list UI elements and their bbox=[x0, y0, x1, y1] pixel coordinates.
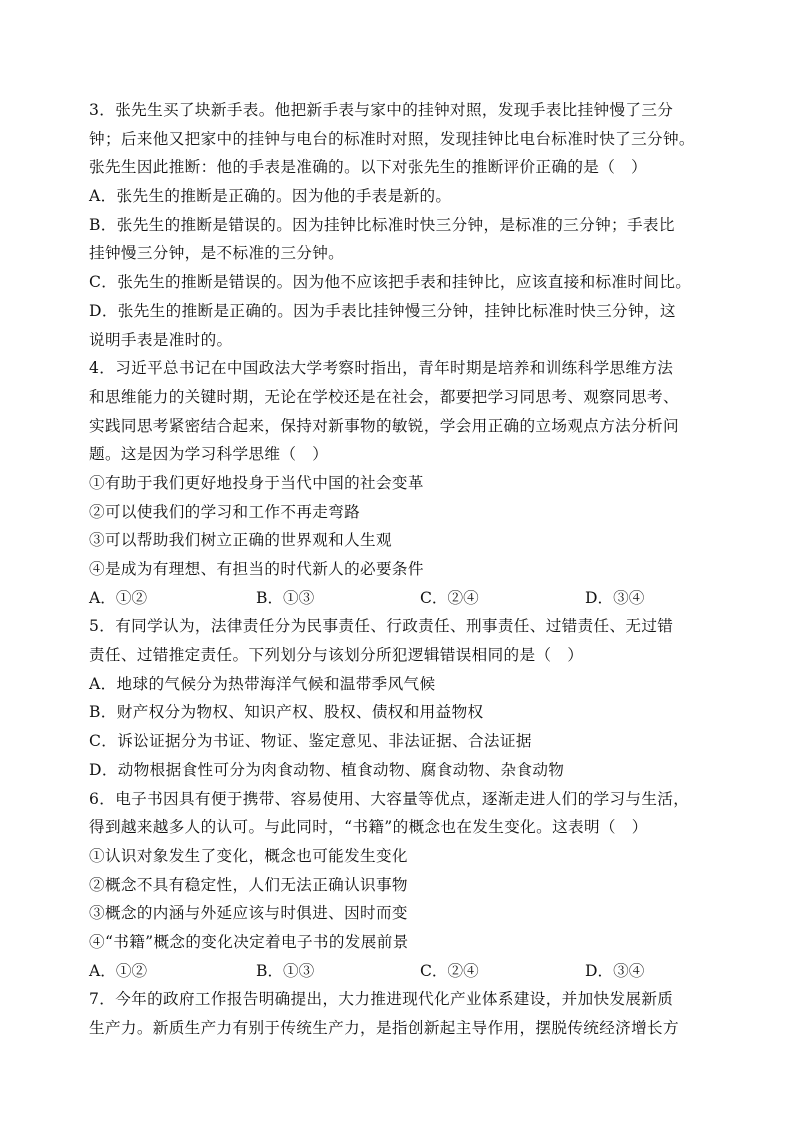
question-7-stem-line: 生产力。新质生产力有别于传统生产力，是指创新起主导作用，摆脱传统经济增长方 bbox=[89, 1019, 679, 1037]
question-6-item-3: ③概念的内涵与外延应该与时俱进、因时而变 bbox=[89, 904, 408, 923]
question-3-option-b: B．张先生的推断是错误的。因为挂钟比标准时快三分钟，是标准的三分钟；手表比 bbox=[89, 215, 675, 234]
question-4-item-2: ②可以使我们的学习和工作不再走弯路 bbox=[89, 502, 361, 521]
question-3-option-a: A．张先生的推断是正确的。因为他的手表是新的。 bbox=[89, 187, 452, 206]
question-6-item-4: ④“书籍”概念的变化决定着电子书的发展前景 bbox=[89, 932, 409, 951]
question-3-stem-line: 钟；后来他又把家中的挂钟与电台的标准时对照，发现挂钟比电台标准时快了三分钟。 bbox=[89, 129, 695, 148]
question-3-stem-line: 张先生因此推断：他的手表是准确的。以下对张先生的推断评价正确的是（ ） bbox=[89, 158, 648, 177]
question-5-option-a: A．地球的气候分为热带海洋气候和温带季风气候 bbox=[89, 674, 436, 693]
question-4-choice-d: D．③④ bbox=[585, 588, 645, 607]
question-3-option-c: C．张先生的推断是错误的。因为他不应该把手表和挂钟比，应该直接和标准时间比。 bbox=[89, 273, 692, 292]
question-4-item-3: ③可以帮助我们树立正确的世界观和人生观 bbox=[89, 531, 392, 550]
question-3-option-b-cont: 挂钟慢三分钟，是不标准的三分钟。 bbox=[89, 244, 345, 263]
question-7 bbox=[89, 985, 707, 1042]
question-6-item-2: ②概念不具有稳定性，人们无法正确认识事物 bbox=[89, 875, 408, 894]
question-5-option-d: D．动物根据食性可分为肉食动物、植食动物、腐食动物、杂食动物 bbox=[89, 760, 565, 779]
question-content bbox=[89, 96, 707, 1043]
question-4-choice-a: A．①② bbox=[89, 588, 148, 607]
question-5 bbox=[89, 612, 707, 784]
question-4-item-1: ①有助于我们更好地投身于当代中国的社会变革 bbox=[89, 473, 424, 492]
question-6-choice-c: C．②④ bbox=[420, 961, 479, 980]
question-6-choice-d: D．③④ bbox=[585, 961, 645, 980]
question-7-stem-line: 7．今年的政府工作报告明确提出，大力推进现代化产业体系建设，并加快发展新质 bbox=[89, 990, 674, 1009]
question-4-choices bbox=[89, 584, 707, 613]
question-3 bbox=[89, 96, 707, 354]
question-6-choice-b: B．①③ bbox=[256, 961, 315, 980]
question-4-item-4: ④是成为有理想、有担当的时代新人的必要条件 bbox=[89, 560, 424, 578]
question-4-stem-line: 题。这是因为学习科学思维（ ） bbox=[89, 445, 329, 464]
question-6-item-1: ①认识对象发生了变化，概念也可能发生变化 bbox=[89, 846, 408, 865]
question-4 bbox=[89, 354, 707, 612]
question-3-stem-line: 3．张先生买了块新手表。他把新手表与家中的挂钟对照，发现手表比挂钟慢了三分 bbox=[89, 101, 674, 119]
question-6-choice-a: A．①② bbox=[89, 961, 148, 980]
question-4-stem-line: 4．习近平总书记在中国政法大学考察时指出，青年时期是培养和训练科学思维方法 bbox=[89, 359, 674, 378]
question-3-option-d: D．张先生的推断是正确的。因为手表比挂钟慢三分钟，挂钟比标准时快三分钟，这 bbox=[89, 301, 676, 320]
question-4-choice-b: B．①③ bbox=[256, 588, 315, 607]
question-3-option-d-cont: 说明手表是准时的。 bbox=[89, 330, 233, 349]
question-5-option-b: B．财产权分为物权、知识产权、股权、债权和用益物权 bbox=[89, 703, 484, 722]
question-6-stem-line: 6．电子书因具有便于携带、容易使用、大容量等优点，逐渐走进人们的学习与生活， bbox=[89, 789, 690, 808]
question-4-stem-line: 实践同思考紧密结合起来，保持对新事物的敏锐，学会用正确的立场观点方法分析问 bbox=[89, 416, 679, 435]
question-6 bbox=[89, 785, 707, 986]
question-5-option-c: C．诉讼证据分为书证、物证、鉴定意见、非法证据、合法证据 bbox=[89, 732, 532, 751]
question-5-stem-line: 5．有同学认为，法律责任分为民事责任、行政责任、刑事责任、过错责任、无过错 bbox=[89, 617, 674, 636]
question-6-choices bbox=[89, 957, 707, 986]
question-4-stem-line: 和思维能力的关键时期，无论在学校还是在社会，都要把学习同思考、观察同思考、 bbox=[89, 387, 679, 406]
question-5-stem-line: 责任、过错推定责任。下列划分与该划分所犯逻辑错误相同的是（ ） bbox=[89, 646, 584, 665]
question-4-choice-c: C．②④ bbox=[420, 588, 479, 607]
question-6-stem-line: 得到越来越多人的认可。与此同时，“书籍”的概念也在发生变化。这表明（ ） bbox=[89, 818, 648, 837]
